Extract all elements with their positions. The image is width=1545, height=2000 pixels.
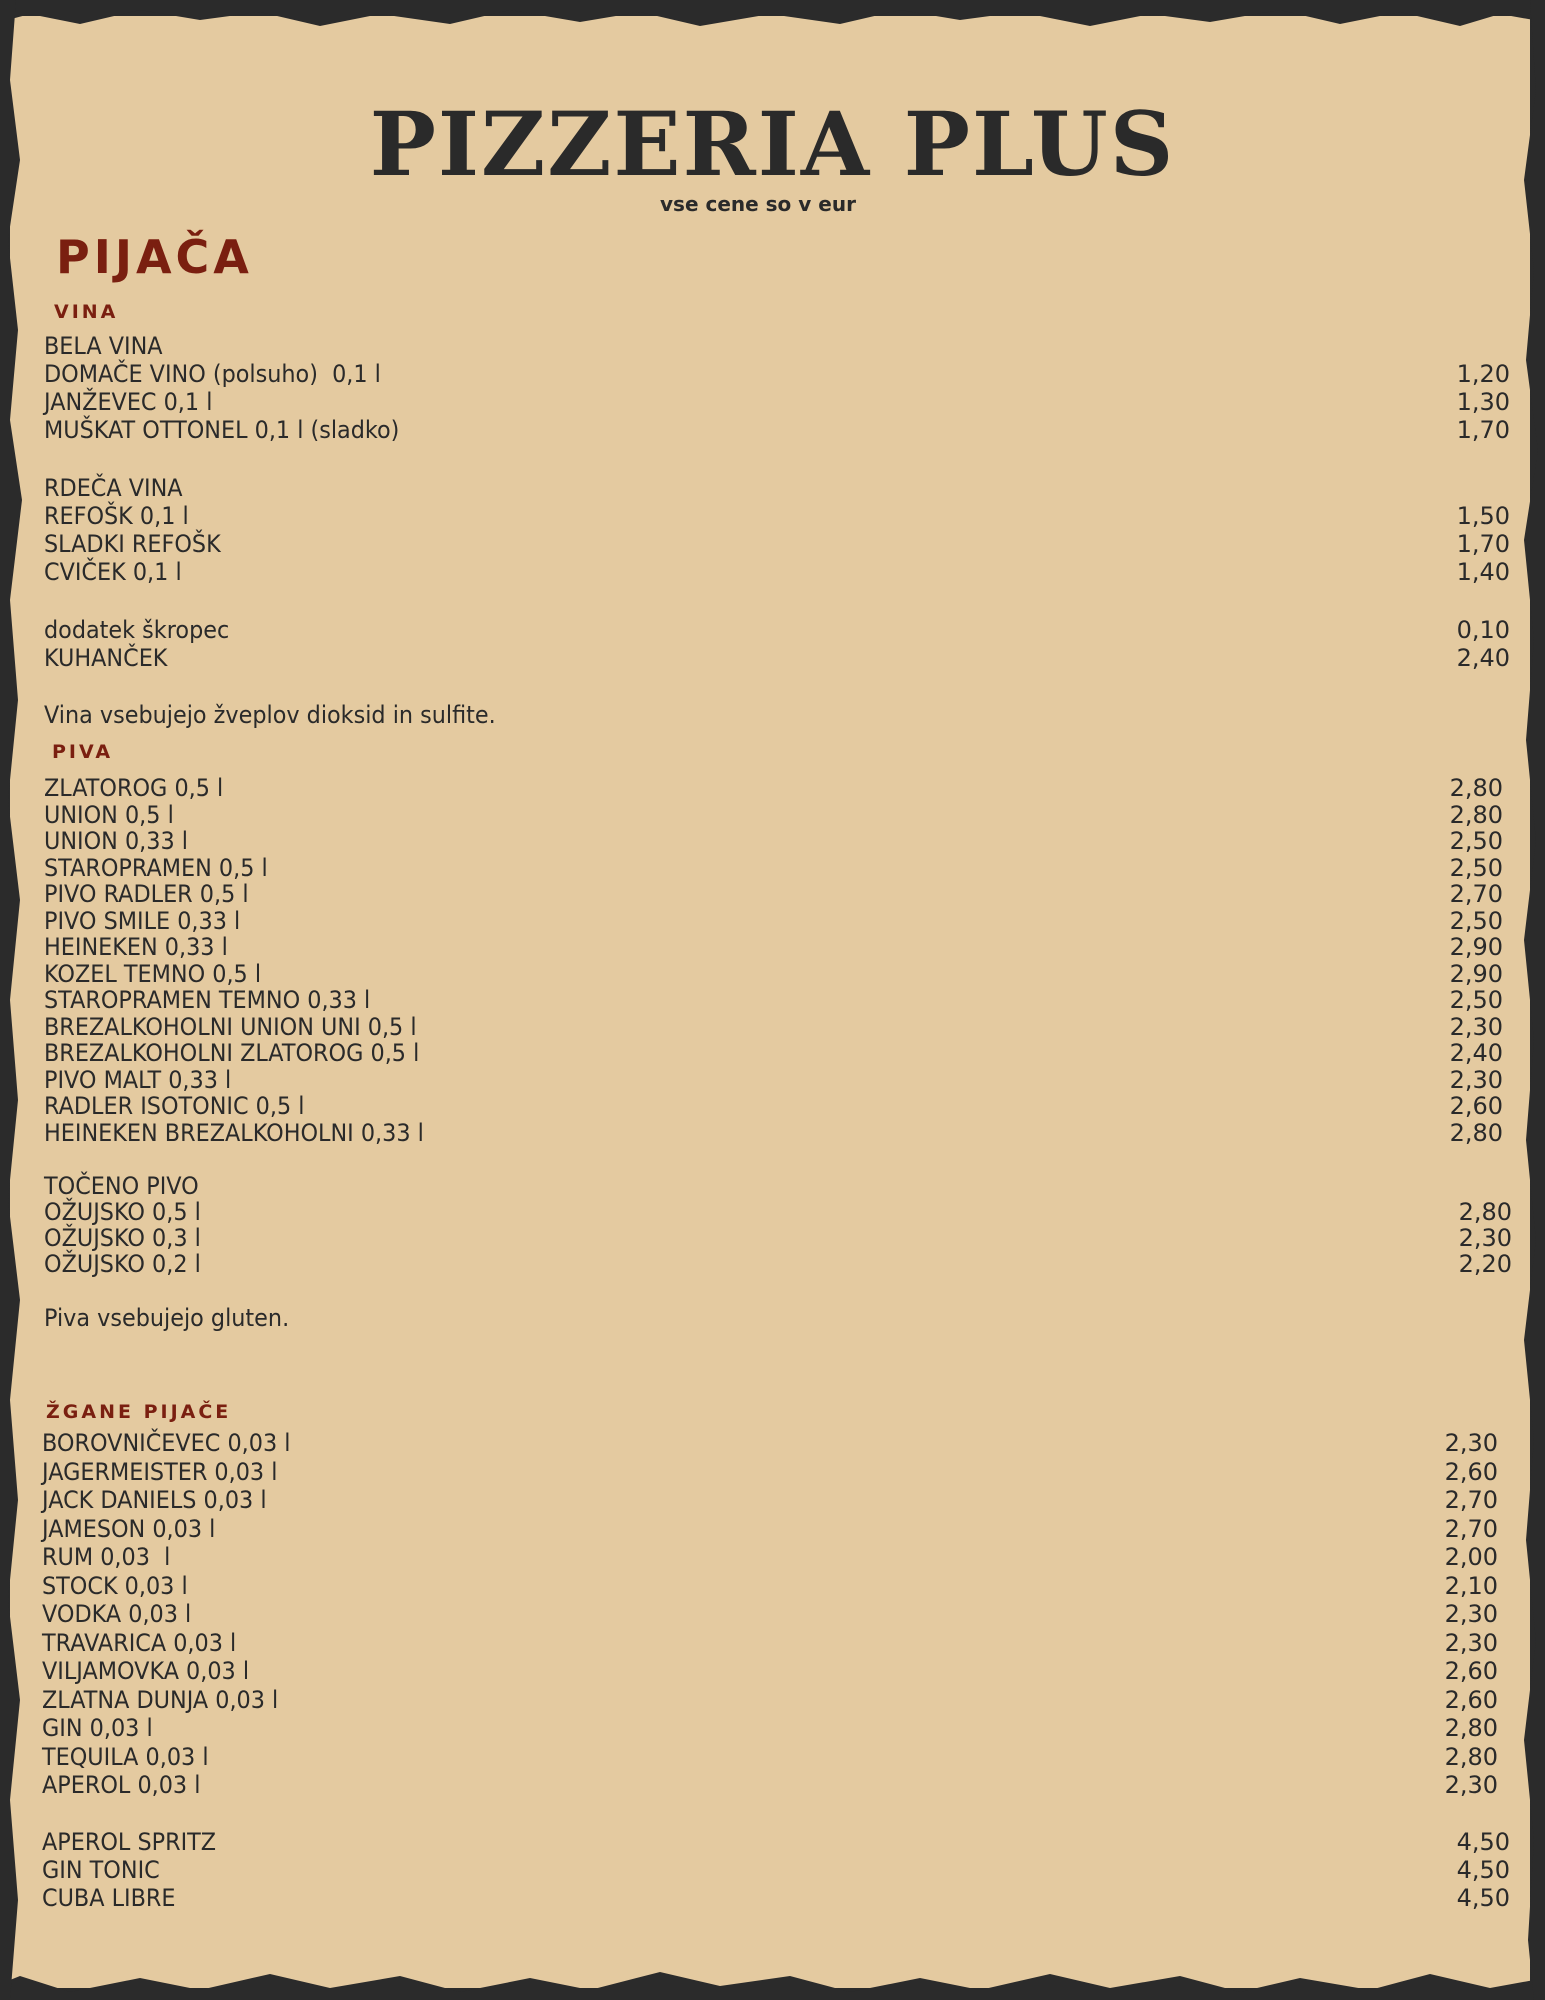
menu-item-name: APEROL SPRITZ	[42, 1828, 217, 1856]
menu-item-price: 2,70	[1444, 1486, 1498, 1514]
menu-item-price: 1,40	[1456, 558, 1510, 586]
menu-item-name: TRAVARICA 0,03 l	[42, 1628, 237, 1657]
menu-item-name: ZLATNA DUNJA 0,03 l	[42, 1685, 279, 1714]
section-heading-piva: PIVA	[52, 741, 114, 763]
menu-item-price: 2,90	[1449, 959, 1503, 988]
menu-item-name: dodatek škropec	[44, 616, 230, 644]
menu-item-price: 2,80	[1458, 1198, 1512, 1226]
menu-item-name: STAROPRAMEN 0,5 l	[44, 853, 268, 882]
menu-item-name: STOCK 0,03 l	[42, 1571, 188, 1600]
menu-item-name: KOZEL TEMNO 0,5 l	[44, 959, 262, 988]
subsection-label: TOČENO PIVO	[44, 1172, 199, 1200]
menu-item-price: 2,00	[1444, 1543, 1498, 1571]
menu-item-price: 2,30	[1444, 1429, 1498, 1457]
menu-item-price: 1,70	[1456, 416, 1510, 444]
menu-item-name: UNION 0,33 l	[44, 827, 188, 855]
menu-item-price: 2,30	[1444, 1628, 1498, 1657]
menu-item-name: VILJAMOVKA 0,03 l	[42, 1657, 250, 1685]
section-heading-vina: VINA	[54, 301, 119, 323]
subsection-label: RDEČA VINA	[44, 474, 183, 502]
menu-item-price: 2,80	[1449, 1118, 1503, 1147]
menu-item-price: 1,20	[1456, 360, 1510, 388]
menu-item-price: 1,70	[1456, 530, 1510, 558]
menu-item-price: 2,10	[1444, 1571, 1498, 1600]
menu-item-name: STAROPRAMEN TEMNO 0,33 l	[44, 986, 371, 1014]
menu-item-price: 2,30	[1458, 1224, 1512, 1252]
menu-item-price: 2,80	[1449, 800, 1503, 829]
menu-item-name: CVIČEK 0,1 l	[44, 558, 182, 586]
menu-item-price: 2,20	[1458, 1250, 1512, 1278]
menu-item-name: PIVO SMILE 0,33 l	[44, 906, 241, 935]
subsection-label: BELA VINA	[44, 332, 163, 360]
menu-item-name: MUŠKAT OTTONEL 0,1 l (sladko)	[44, 416, 400, 444]
allergen-note: Vina vsebujejo žveplov dioksid in sulfite.	[44, 701, 496, 729]
menu-item-name: APEROL 0,03 l	[42, 1771, 201, 1799]
menu-item-name: VODKA 0,03 l	[42, 1600, 192, 1628]
menu-item-name: GIN 0,03 l	[42, 1714, 153, 1742]
menu-item-name: JAGERMEISTER 0,03 l	[42, 1457, 278, 1486]
menu-item-price: 4,50	[1456, 1828, 1510, 1856]
menu-item-price: 2,90	[1449, 933, 1503, 961]
menu-item-name: KUHANČEK	[44, 644, 168, 672]
menu-item-price: 2,80	[1444, 1714, 1498, 1742]
menu-item-price: 2,40	[1456, 644, 1510, 672]
menu-item-name: ZLATOROG 0,5 l	[44, 774, 224, 802]
allergen-note: Piva vsebujejo gluten.	[44, 1304, 290, 1332]
menu-item-price: 2,60	[1444, 1657, 1498, 1685]
menu-item-name: GIN TONIC	[42, 1856, 160, 1884]
menu-item-name: PIVO RADLER 0,5 l	[44, 880, 249, 908]
menu-item-price: 2,80	[1444, 1742, 1498, 1771]
menu-item-name: OŽUJSKO 0,3 l	[44, 1224, 201, 1252]
menu-item-name: BOROVNIČEVEC 0,03 l	[42, 1429, 291, 1457]
page-heading: PIJAČA	[56, 230, 253, 284]
menu-item-price: 2,70	[1449, 880, 1503, 908]
menu-item-name: SLADKI REFOŠK	[44, 530, 221, 558]
menu-item-name: BREZALKOHOLNI UNION UNI 0,5 l	[44, 1012, 417, 1041]
menu-item-price: 2,50	[1449, 853, 1503, 882]
menu-item-name: JANŽEVEC 0,1 l	[44, 388, 213, 416]
section-heading-zgane-pijace: ŽGANE PIJAČE	[46, 1401, 232, 1423]
menu-item-name: OŽUJSKO 0,5 l	[44, 1198, 201, 1226]
menu-item-price: 2,50	[1449, 986, 1503, 1014]
menu-item-name: HEINEKEN BREZALKOHOLNI 0,33 l	[44, 1118, 424, 1147]
menu-item-price: 2,60	[1444, 1457, 1498, 1486]
menu-item-price: 2,60	[1449, 1092, 1503, 1120]
menu-item-price: 2,40	[1449, 1039, 1503, 1067]
menu-item-price: 2,30	[1444, 1600, 1498, 1628]
menu-item-price: 2,70	[1444, 1514, 1498, 1543]
menu-item-price: 2,30	[1449, 1012, 1503, 1041]
menu-item-name: TEQUILA 0,03 l	[42, 1742, 209, 1771]
menu-item-name: BREZALKOHOLNI ZLATOROG 0,5 l	[44, 1039, 420, 1067]
menu-item-name: RUM 0,03 l	[42, 1543, 171, 1571]
menu-item-price: 2,50	[1449, 906, 1503, 935]
menu-item-name: JAMESON 0,03 l	[42, 1514, 216, 1543]
currency-note: vse cene so v eur	[660, 192, 856, 216]
menu-item-name: CUBA LIBRE	[42, 1884, 176, 1912]
menu-item-name: HEINEKEN 0,33 l	[44, 933, 228, 961]
menu-item-price: 4,50	[1456, 1856, 1510, 1884]
menu-item-price: 4,50	[1456, 1884, 1510, 1912]
menu-item-price: 2,50	[1449, 827, 1503, 855]
menu-item-name: JACK DANIELS 0,03 l	[42, 1486, 267, 1514]
menu-item-name: OŽUJSKO 0,2 l	[44, 1250, 201, 1278]
menu-item-price: 1,50	[1456, 502, 1510, 530]
menu-item-price: 1,30	[1456, 388, 1510, 416]
menu-item-price: 2,30	[1444, 1771, 1498, 1799]
menu-item-name: REFOŠK 0,1 l	[44, 502, 189, 530]
menu-item-price: 2,30	[1449, 1065, 1503, 1094]
restaurant-title: PIZZERIA PLUS	[369, 92, 1176, 196]
menu-item-name: DOMAČE VINO (polsuho) 0,1 l	[44, 360, 381, 388]
menu-item-price: 2,80	[1449, 774, 1503, 802]
menu-item-price: 2,60	[1444, 1685, 1498, 1714]
menu-item-name: RADLER ISOTONIC 0,5 l	[44, 1092, 305, 1120]
menu-item-name: UNION 0,5 l	[44, 800, 174, 829]
menu-item-name: PIVO MALT 0,33 l	[44, 1065, 232, 1094]
menu-item-price: 0,10	[1456, 616, 1510, 644]
